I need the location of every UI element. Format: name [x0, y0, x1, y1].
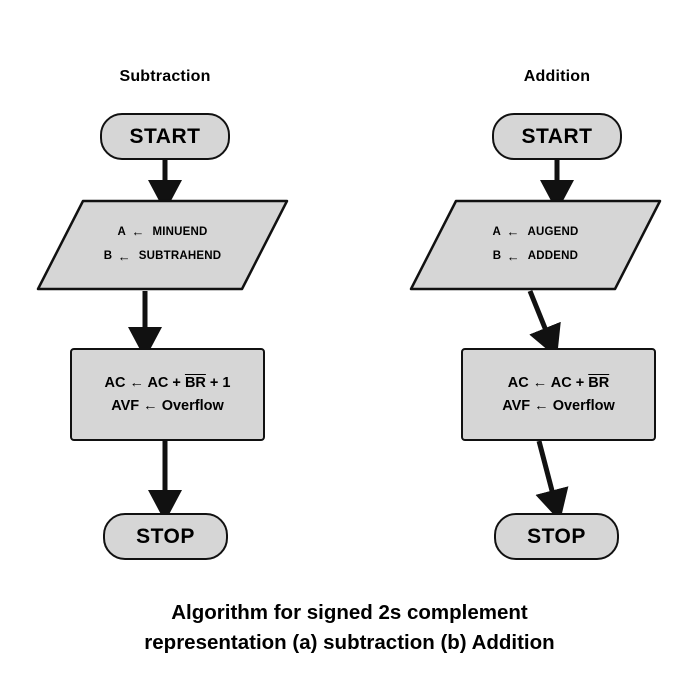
- io-value: MINUEND: [152, 225, 208, 238]
- figure-caption-line-1: Algorithm for signed 2s complement: [171, 601, 528, 624]
- io-value: ADDEND: [527, 250, 579, 263]
- column-title-addition: Addition: [523, 68, 591, 85]
- process-line: [105, 372, 231, 394]
- io-node-subtraction[interactable]: [35, 198, 290, 292]
- figure-caption-line-2: representation (a) subtraction (b) Addition: [144, 631, 555, 654]
- process-node-addition[interactable]: [461, 348, 656, 441]
- start-node-label: START: [521, 124, 593, 148]
- assign-arrow-icon: ←: [131, 224, 143, 240]
- start-node-label: START: [129, 124, 201, 148]
- io-value: AUGEND: [527, 225, 579, 238]
- arrow-io-to-process-right: [530, 291, 551, 343]
- process-text-overline: $\overline{BR}$: [588, 375, 610, 392]
- io-node-addition[interactable]: [408, 198, 663, 292]
- process-line: [111, 395, 224, 417]
- io-value: SUBTRAHEND: [138, 250, 222, 263]
- stop-node-label: STOP: [527, 524, 586, 548]
- arrow-process-to-stop-right: [539, 441, 556, 506]
- process-text-prefix: AC ← AC +: [104, 375, 185, 392]
- process-line: [502, 395, 615, 417]
- io-variable: A: [492, 225, 501, 238]
- process-node-subtraction[interactable]: [70, 348, 265, 441]
- process-text-overline: $\overline{BR}$: [184, 375, 206, 392]
- column-title-subtraction: Subtraction: [119, 68, 211, 85]
- stop-node-addition[interactable]: [494, 513, 619, 560]
- assign-arrow-icon: ←: [117, 249, 129, 264]
- start-node-subtraction[interactable]: [100, 113, 230, 160]
- parallelogram-shape: [408, 198, 663, 292]
- io-variable: A: [117, 225, 126, 238]
- process-text-prefix: AVF ← Overflow: [111, 397, 224, 414]
- stop-node-label: STOP: [136, 524, 195, 548]
- process-text-prefix: AC ← AC +: [507, 375, 589, 392]
- parallelogram-shape: [35, 198, 290, 292]
- process-line: [508, 372, 609, 394]
- io-variable: B: [492, 250, 502, 263]
- process-text-suffix: + 1: [205, 375, 231, 392]
- assign-arrow-icon: ←: [506, 224, 518, 240]
- process-text-prefix: AVF ← Overflow: [502, 397, 615, 414]
- io-variable: B: [103, 250, 113, 263]
- stop-node-subtraction[interactable]: [103, 513, 228, 560]
- start-node-addition[interactable]: [492, 113, 622, 160]
- assign-arrow-icon: ←: [506, 249, 518, 264]
